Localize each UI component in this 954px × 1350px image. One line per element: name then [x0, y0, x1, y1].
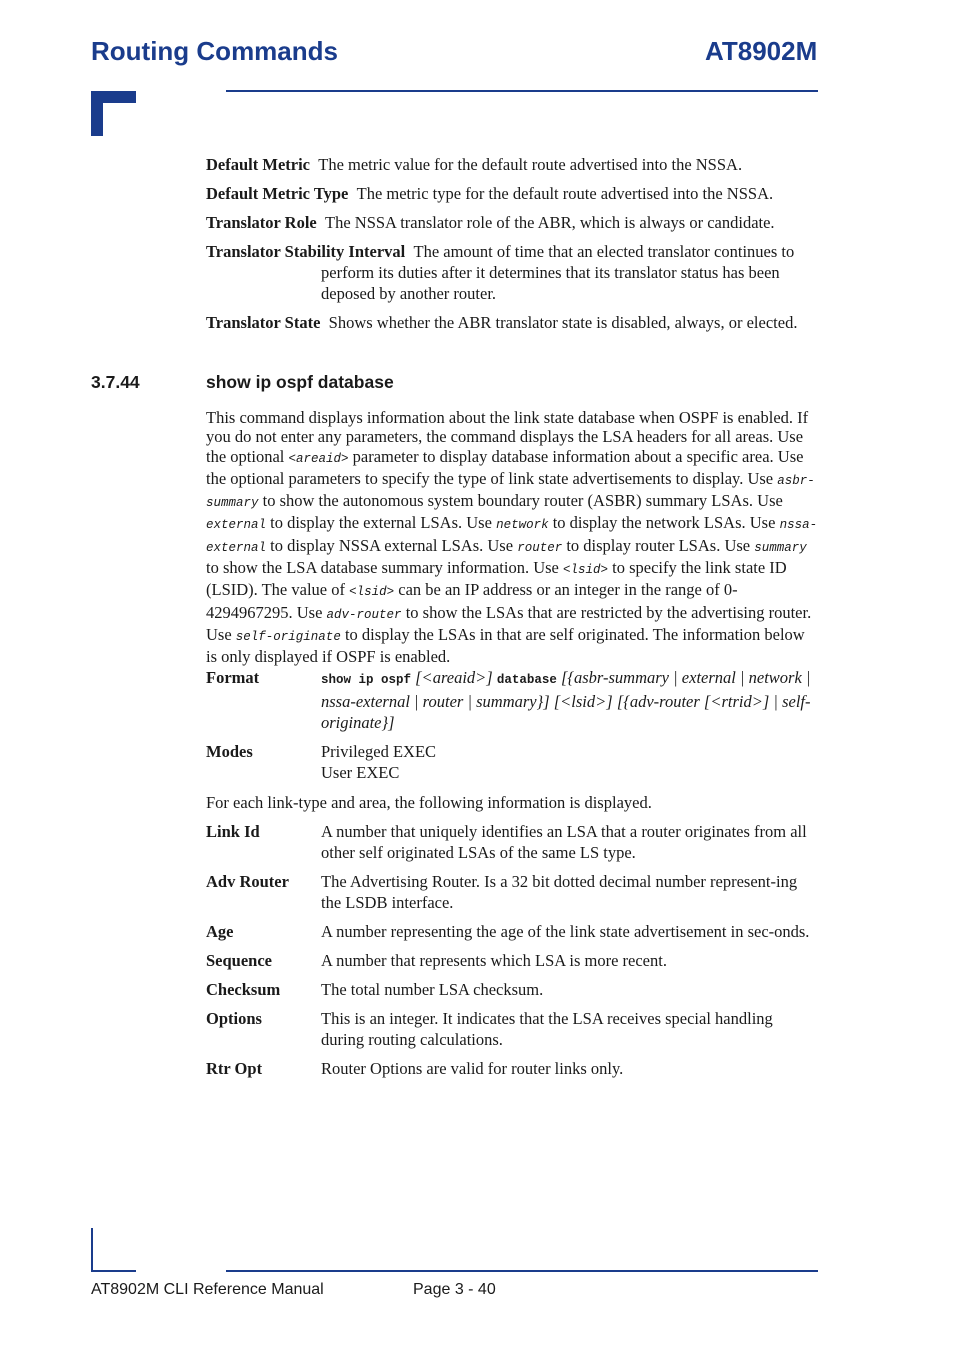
format-row	[206, 667, 818, 733]
definition-item	[206, 212, 818, 233]
previous-definitions	[206, 154, 818, 341]
definition-desc: Shows whether the ABR translator state is disabled, always, or elected.	[328, 313, 798, 332]
modes-values: Privileged EXEC User EXEC	[321, 742, 437, 782]
section-title: show ip ospf database	[206, 372, 394, 392]
section-heading	[91, 372, 394, 393]
definition-term: Translator Role	[206, 213, 317, 232]
intro-paragraph: This command displays information about the link state database when OSPF is enabled. If you do not enter any parameters, the command displays the LSA headers for all areas. Use the optional <areaid> parameter to display database information about a specific area. Use the optional parameters to specify the type of link state advertisements to display. Use asbr-summary to show the autonomous system boundary router (ASBR) summary LSAs. Use external to display the external LSAs. Use network to display the network LSAs. Use nssa-external to display NSSA external LSAs. Use router to display router LSAs. Use summary to show the LSA database summary information. Use <lsid> to specify the link state ID (LSID). The value of <lsid> can be an IP address or an integer in the range of 0-4294967295. Use adv-router to show the LSAs that are restricted by the advertising router. Use self-originate to display the LSAs in that are self originated. The information below is only displayed if OSPF is enabled.	[206, 408, 818, 667]
definition-item	[206, 241, 818, 304]
modes-label: Modes	[206, 742, 253, 761]
definition-item	[206, 183, 818, 204]
corner-mark-top-vertical	[91, 91, 103, 136]
definition-item	[206, 154, 818, 175]
modes-row	[206, 741, 818, 783]
header-rule	[226, 90, 818, 92]
definition-desc: The NSSA translator role of the ABR, which is always or candidate.	[325, 213, 775, 232]
definition-desc: The metric type for the default route advertised into the NSSA.	[356, 184, 774, 203]
field-row: Adv Router The Advertising Router. Is a 32 bit dotted decimal number represent-ing the LSDB interface.	[206, 872, 798, 912]
definition-term: Translator State	[206, 313, 321, 332]
corner-mark-bottom	[91, 1270, 136, 1272]
info-intro: For each link-type and area, the following information is displayed.	[206, 793, 652, 812]
definition-term: Default Metric	[206, 155, 310, 174]
page-header-title: Routing Commands	[91, 36, 338, 66]
field-row: Checksum The total number LSA checksum.	[206, 980, 544, 999]
footer-rule	[226, 1270, 818, 1272]
footer-page-number: Page 3 - 40	[413, 1281, 496, 1298]
corner-mark-bottom-vertical	[91, 1228, 93, 1272]
page-header-product: AT8902M	[705, 36, 818, 66]
definition-term: Translator Stability Interval	[206, 242, 406, 261]
definition-term: Default Metric Type	[206, 184, 349, 203]
footer-manual-title: AT8902M CLI Reference Manual	[91, 1281, 324, 1298]
definition-desc: The amount of time that an elected translator continues to perform its duties after it determines that its translator status has been deposed by another router.	[321, 242, 795, 303]
field-row: Age A number representing the age of the link state advertisement in sec-onds.	[206, 922, 810, 941]
field-row: Sequence A number that represents which LSA is more recent.	[206, 951, 667, 970]
field-row: Options This is an integer. It indicates that the LSA receives special handling during routing calculations.	[206, 1009, 773, 1049]
definition-item	[206, 312, 818, 333]
field-row: Link Id A number that uniquely identifies an LSA that a router originates from all other self originated LSAs of the same LS type.	[206, 822, 807, 862]
format-label: Format	[206, 668, 260, 687]
field-row: Rtr Opt Router Options are valid for router links only.	[206, 1059, 624, 1078]
definition-desc: The metric value for the default route advertised into the NSSA.	[318, 155, 743, 174]
section-number: 3.7.44	[91, 372, 140, 392]
format-modes-table	[206, 667, 818, 791]
format-syntax: show ip ospf [<areaid>] database [{asbr-summary | external | network | nssa-external | router | summary}] [<lsid>] [{adv-router [<rtrid>] | self-originate}]	[321, 668, 811, 732]
fields-table	[206, 821, 818, 1087]
